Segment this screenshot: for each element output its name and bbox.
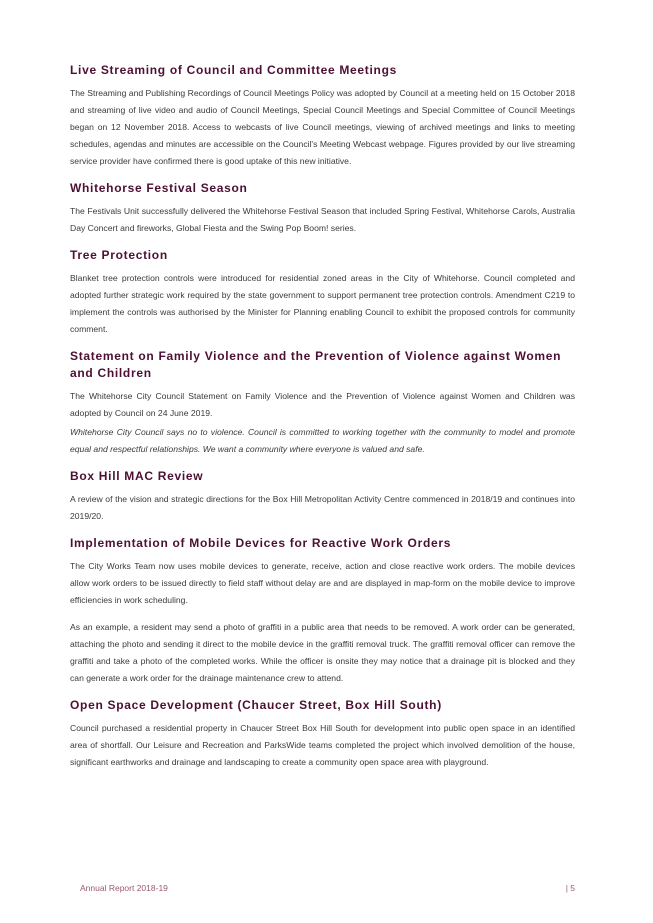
paragraph: Council purchased a residential property in Chaucer Street Box Hill South for development into public open space in an identified area of shortfall. Our Leisure and Recreation and ParksWide teams completed the project which involved demolition of the house, significant earthworks and drainage and landscaping to create a community open space area with playground. [70,723,575,767]
section-heading: Tree Protection [70,248,168,262]
section-tree-protection [70,247,575,338]
section-heading: Whitehorse Festival Season [70,181,248,195]
section-heading: Implementation of Mobile Devices for Reactive Work Orders [70,536,452,550]
section-mobile-devices [70,535,575,687]
page-content [70,62,575,781]
section-festival-season [70,180,575,237]
paragraph: Blanket tree protection controls were introduced for residential zoned areas in the City of Whitehorse. Council completed and adopted further strategic work required by the state government to support permanent tree protection controls. Amendment C219 to implement the controls was authorised by the Minister for Planning enabling Council to exhibit the proposed controls for community comment. [70,273,575,334]
section-open-space [70,697,575,771]
section-live-streaming [70,62,575,170]
section-heading: Live Streaming of Council and Committee Meetings [70,63,397,77]
paragraph: The Streaming and Publishing Recordings of Council Meetings Policy was adopted by Council at a meeting held on 15 October 2018 and streaming of live video and audio of Council Meetings, Special Council Meetings and Special Committee of Council Meetings began on 12 November 2018. Access to webcasts of live Council meetings, viewing of archived meetings and links to meeting schedules, agendas and minutes are accessible on the Council's Meeting Webcast webpage. Figures provided by our live streaming service provider have confirmed there is good uptake of this new initiative. [70,88,575,166]
section-heading: Statement on Family Violence and the Prevention of Violence against Women and Children [70,349,562,380]
footer-report-title: Annual Report 2018-19 [80,883,168,893]
paragraph: The City Works Team now uses mobile devices to generate, receive, action and close reactive work orders. The mobile devices allow work orders to be issued directly to field staff without delay are and are displayed in map-form on the mobile device to improve efficiencies in work scheduling. [70,561,575,605]
italic-statement: Whitehorse City Council says no to violence. Council is committed to working together with the community to model and promote equal and respectful relationships. We want a community where everyone is valued and safe. [70,427,575,454]
paragraph: The Festivals Unit successfully delivered the Whitehorse Festival Season that included Spring Festival, Whitehorse Carols, Australia Day Concert and fireworks, Global Fiesta and the Swing Pop Boom! series. [70,206,575,233]
section-box-hill-mac [70,468,575,525]
paragraph: As an example, a resident may send a photo of graffiti in a public area that needs to be removed. A work order can be generated, attaching the photo and sending it direct to the mobile device in the graffiti removal truck. The graffiti removal officer can remove the graffiti and take a photo of the completed works. While the officer is onsite they may notice that a drainage pit is blocked and they can generate a work order for the drainage maintenance crew to attend. [70,622,575,683]
page-footer [80,883,575,893]
section-heading: Box Hill MAC Review [70,469,204,483]
paragraph: A review of the vision and strategic directions for the Box Hill Metropolitan Activity Centre commenced in 2018/19 and continues into 2019/20. [70,494,575,521]
section-family-violence [70,348,575,458]
page-number: | 5 [565,883,575,893]
paragraph: The Whitehorse City Council Statement on Family Violence and the Prevention of Violence against Women and Children was adopted by Council on 24 June 2019. [70,391,575,418]
section-heading: Open Space Development (Chaucer Street, Box Hill South) [70,698,442,712]
